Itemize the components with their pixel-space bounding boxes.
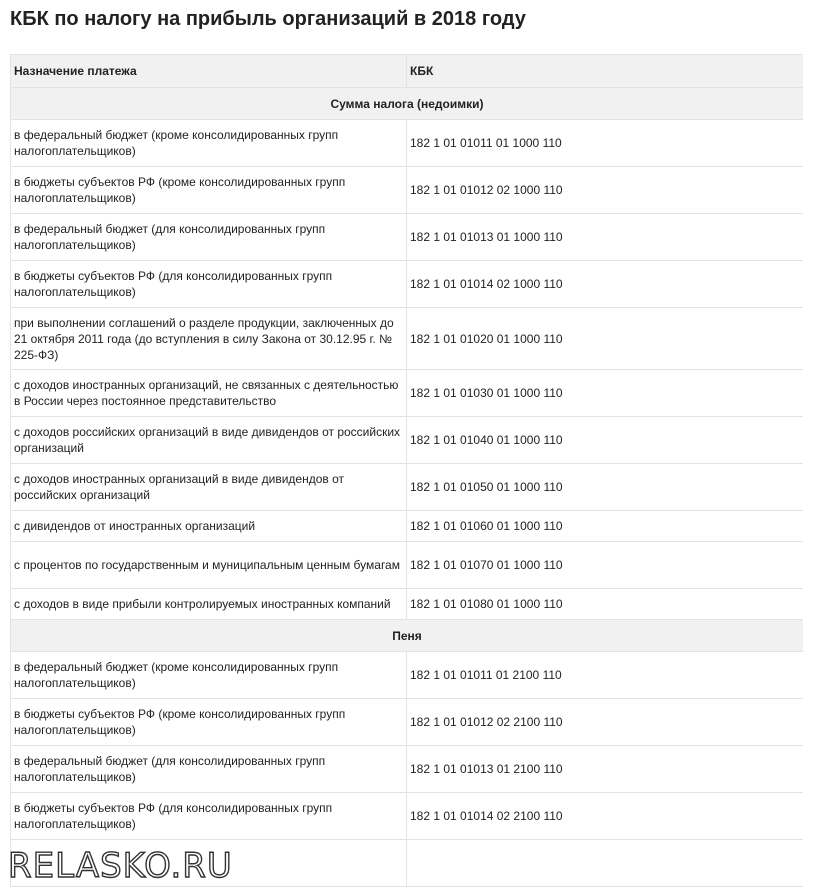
- section-title: Пеня: [11, 620, 804, 652]
- purpose-cell: с процентов по государственным и муниципальным ценным бумагам: [11, 542, 407, 589]
- kbk-cell: 182 1 01 01012 02 2100 110: [407, 699, 804, 746]
- purpose-cell: с доходов российских организаций в виде дивидендов от российских организаций: [11, 417, 407, 464]
- header-kbk: КБК: [407, 55, 804, 88]
- purpose-cell: в федеральный бюджет (для консолидированных групп налогоплательщиков): [11, 214, 407, 261]
- purpose-cell: с доходов иностранных организаций, не связанных с деятельностью в России через постоянное представительство: [11, 370, 407, 417]
- table-row: [11, 167, 804, 214]
- table-header-row: [11, 55, 804, 88]
- kbk-cell: 182 1 01 01050 01 1000 110: [407, 464, 804, 511]
- purpose-cell: с дивидендов от иностранных организаций: [11, 511, 407, 542]
- kbk-cell: 182 1 01 01013 01 1000 110: [407, 214, 804, 261]
- purpose-cell: в федеральный бюджет (для консолидированных групп налогоплательщиков): [11, 746, 407, 793]
- section-title: Сумма налога (недоимки): [11, 88, 804, 120]
- table-row: [11, 746, 804, 793]
- table-row: [11, 511, 804, 542]
- purpose-cell: в бюджеты субъектов РФ (для консолидированных групп налогоплательщиков): [11, 793, 407, 840]
- kbk-cell: 182 1 01 01012 02 1000 110: [407, 167, 804, 214]
- table-row: [11, 120, 804, 167]
- table-row: [11, 652, 804, 699]
- purpose-cell: в федеральный бюджет (кроме консолидированных групп налогоплательщиков): [11, 652, 407, 699]
- table-row: [11, 589, 804, 620]
- section-header-tax: [11, 88, 804, 120]
- kbk-cell: 182 1 01 01020 01 1000 110: [407, 308, 804, 370]
- table-row: [11, 214, 804, 261]
- purpose-cell: в бюджеты субъектов РФ (кроме консолидированных групп налогоплательщиков): [11, 699, 407, 746]
- kbk-cell: 182 1 01 01030 01 1000 110: [407, 370, 804, 417]
- kbk-cell: 182 1 01 01011 01 2100 110: [407, 652, 804, 699]
- purpose-cell: с доходов в виде прибыли контролируемых иностранных компаний: [11, 589, 407, 620]
- table-row: [11, 308, 804, 370]
- section-header-penalty: [11, 620, 804, 652]
- kbk-cell: 182 1 01 01070 01 1000 110: [407, 542, 804, 589]
- kbk-cell: [407, 840, 804, 887]
- purpose-cell: в бюджеты субъектов РФ (для консолидированных групп налогоплательщиков): [11, 261, 407, 308]
- kbk-cell: 182 1 01 01014 02 1000 110: [407, 261, 804, 308]
- table-row: [11, 542, 804, 589]
- kbk-cell: 182 1 01 01040 01 1000 110: [407, 417, 804, 464]
- kbk-cell: 182 1 01 01060 01 1000 110: [407, 511, 804, 542]
- kbk-cell: 182 1 01 01014 02 2100 110: [407, 793, 804, 840]
- header-purpose: Назначение платежа: [11, 55, 407, 88]
- purpose-cell: в бюджеты субъектов РФ (кроме консолидированных групп налогоплательщиков): [11, 167, 407, 214]
- purpose-cell: с доходов иностранных организаций в виде дивидендов от российских организаций: [11, 464, 407, 511]
- purpose-cell: в федеральный бюджет (кроме консолидированных групп налогоплательщиков): [11, 120, 407, 167]
- kbk-cell: 182 1 01 01011 01 1000 110: [407, 120, 804, 167]
- table-row: [11, 699, 804, 746]
- purpose-cell: при выполнении соглашений о разделе продукции, заключенных до 21 октября 2011 года (до вступления в силу Закона от 30.12.95 г. № 225-ФЗ): [11, 308, 407, 370]
- table-row: [11, 370, 804, 417]
- kbk-table: [10, 54, 803, 887]
- kbk-table-container: [10, 54, 803, 892]
- kbk-cell: 182 1 01 01080 01 1000 110: [407, 589, 804, 620]
- kbk-cell: 182 1 01 01013 01 2100 110: [407, 746, 804, 793]
- table-row: [11, 261, 804, 308]
- table-row: [11, 464, 804, 511]
- watermark-logo: RELASKO.RU: [8, 846, 233, 886]
- table-row: [11, 417, 804, 464]
- page-title: КБК по налогу на прибыль организаций в 2018 году: [10, 8, 526, 30]
- table-row: [11, 793, 804, 840]
